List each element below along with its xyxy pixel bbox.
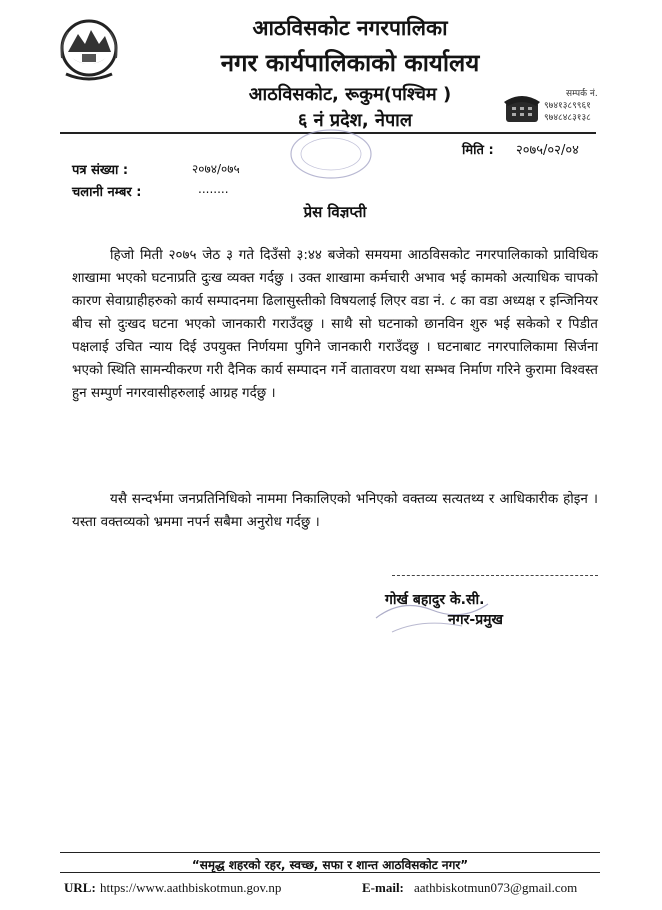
email-link[interactable]: aathbiskotmun073@gmail.com bbox=[414, 880, 578, 895]
signature-line bbox=[392, 575, 598, 576]
contact-phone: ९७४१३८९९६१ bbox=[544, 101, 591, 111]
office-address: आठविसकोट, रूकुम(पश्चिम ) bbox=[248, 84, 452, 105]
url-label: URL: bbox=[64, 880, 96, 895]
telephone-icon bbox=[502, 92, 542, 124]
dispatch-value: ........ bbox=[198, 182, 229, 196]
reference-label: पत्र संख्या : bbox=[72, 163, 129, 178]
contact-phone: ९७४८४८३१३८ bbox=[544, 113, 591, 123]
contact-block bbox=[544, 88, 598, 124]
body-paragraph: हिजो मिती २०७५ जेठ ३ गते दिउँसो ३:४४ बजेको समयमा आठविसकोट नगरपालिकाको प्राविधिक शाखामा भएको घटनाप्रति दुःख व्यक्त गर्दछु । उक्त शाखामा कर्मचारी अभाव भई कामको अत्याधिक चापको कारण सेवाग्राहीहरुको कार्य सम्पादनमा ढिलासुस्तीको विषयलाई लिएर वडा नं. ८ का वडा अध्यक्ष र इन्जिनियर बीच सो दुःखद घटना भएको जानकारी गराउँदछु । साथै सो घटनाको छानविन शुरु भई सकेको र पिडीत पक्षलाई उचित न्याय दिई उपयुक्त निर्णयमा पुगिने जानकारी गराउँदछु । घटनाबाट नगरपालिकामा सिर्जना भएको स्थिति सामन्यीकरण गरी दैनिक कार्य सम्पादन गर्ने वातावरण यथा सम्भव निर्माण गरिने कुरामा विश्वस्त हुन सम्पुर्ण नगरवासीहरुलाई आग्रह गर्दछु । bbox=[72, 247, 598, 401]
body-paragraph: यसै सन्दर्भमा जनप्रतिनिधिको नाममा निकालिएको भनिएको वक्तव्य सत्यतथ्य र आधिकारीक होइन । यस्ता वक्तव्यको भ्रममा नपर्न सबैमा अनुरोध गर्दछु । bbox=[72, 491, 598, 530]
footer-divider bbox=[60, 852, 600, 853]
office-stamp-icon bbox=[288, 128, 374, 182]
footer-divider bbox=[60, 872, 600, 873]
date-label: मिति : bbox=[462, 143, 494, 158]
dispatch-label: चलानी नम्बर : bbox=[72, 185, 142, 200]
contact-label: सम्पर्क नं. bbox=[566, 89, 598, 99]
municipality-name: आठविसकोट नगरपालिका bbox=[252, 16, 448, 40]
reference-value: २०७४/०७५ bbox=[192, 162, 240, 176]
footer-slogan: “समृद्ध शहरको रहर, स्वच्छ, सफा र शान्त आठविसकोट नगर” bbox=[191, 858, 469, 872]
email-label: E-mail: bbox=[362, 880, 404, 895]
website-link[interactable]: https://www.aathbiskotmun.gov.np bbox=[100, 880, 282, 895]
office-name: नगर कार्यपालिकाको कार्यालय bbox=[220, 49, 480, 77]
signer-name: गोर्ख बहादुर के.सी. bbox=[385, 592, 485, 608]
office-province: ६ नं प्रदेश, नेपाल bbox=[297, 110, 413, 131]
date-value: २०७५/०२/०४ bbox=[516, 143, 579, 158]
nepal-emblem-icon bbox=[58, 14, 120, 86]
signer-designation: नगर-प्रमुख bbox=[448, 612, 503, 628]
document-title: प्रेस विज्ञप्ती bbox=[303, 203, 367, 221]
